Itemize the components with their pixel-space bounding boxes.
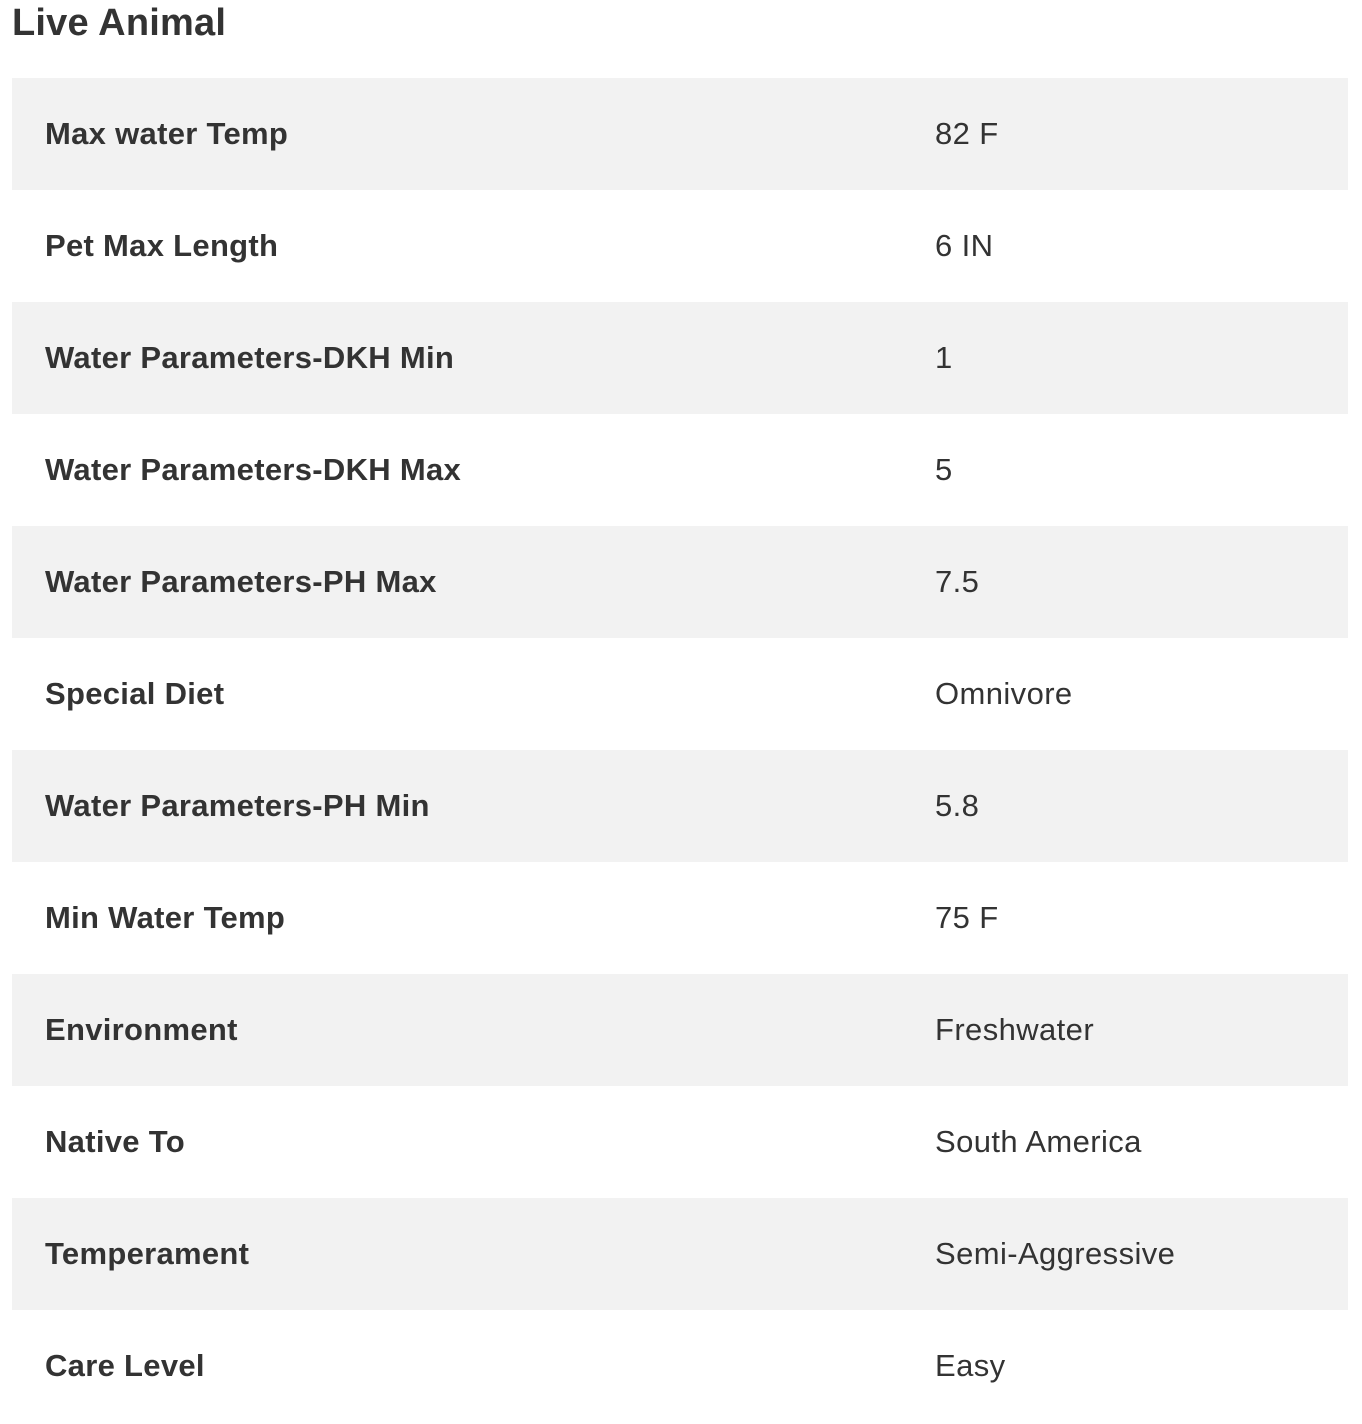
- spec-label: Pet Max Length: [45, 228, 279, 263]
- spec-row-special-diet: [12, 638, 1348, 750]
- spec-value: 5: [935, 452, 953, 487]
- spec-label: Water Parameters-PH Min: [45, 788, 430, 823]
- spec-value: Easy: [935, 1348, 1006, 1383]
- spec-value: Omnivore: [935, 676, 1073, 711]
- spec-row-environment: [12, 974, 1348, 1086]
- spec-row-pet-max-length: [12, 190, 1348, 302]
- spec-row-temperament: [12, 1198, 1348, 1310]
- spec-row-ph-max: [12, 526, 1348, 638]
- spec-value: South America: [935, 1124, 1142, 1159]
- spec-value: Freshwater: [935, 1012, 1095, 1047]
- spec-label: Environment: [45, 1012, 238, 1047]
- spec-label: Special Diet: [45, 676, 225, 711]
- spec-row-native-to: [12, 1086, 1348, 1198]
- spec-label: Water Parameters-DKH Max: [45, 452, 462, 487]
- spec-value: 6 IN: [935, 228, 994, 263]
- section-title: Live Animal: [12, 2, 227, 44]
- spec-label: Water Parameters-DKH Min: [45, 340, 455, 375]
- spec-value: 1: [935, 340, 953, 375]
- spec-label: Water Parameters-PH Max: [45, 564, 437, 599]
- spec-row-dkh-min: [12, 302, 1348, 414]
- spec-label: Max water Temp: [45, 116, 289, 151]
- spec-label: Min Water Temp: [45, 900, 286, 935]
- spec-value: Semi-Aggressive: [935, 1236, 1176, 1271]
- spec-row-dkh-max: [12, 414, 1348, 526]
- spec-value: 7.5: [935, 564, 980, 599]
- spec-value: 82 F: [935, 116, 999, 151]
- spec-value: 5.8: [935, 788, 980, 823]
- spec-label: Care Level: [45, 1348, 205, 1383]
- spec-label: Native To: [45, 1124, 185, 1159]
- spec-row-care-level: [12, 1310, 1348, 1422]
- spec-row-ph-min: [12, 750, 1348, 862]
- specifications-table: [12, 78, 1348, 1422]
- spec-row-min-water-temp: [12, 862, 1348, 974]
- spec-label: Temperament: [45, 1236, 250, 1271]
- spec-value: 75 F: [935, 900, 999, 935]
- spec-row-max-water-temp: [12, 78, 1348, 190]
